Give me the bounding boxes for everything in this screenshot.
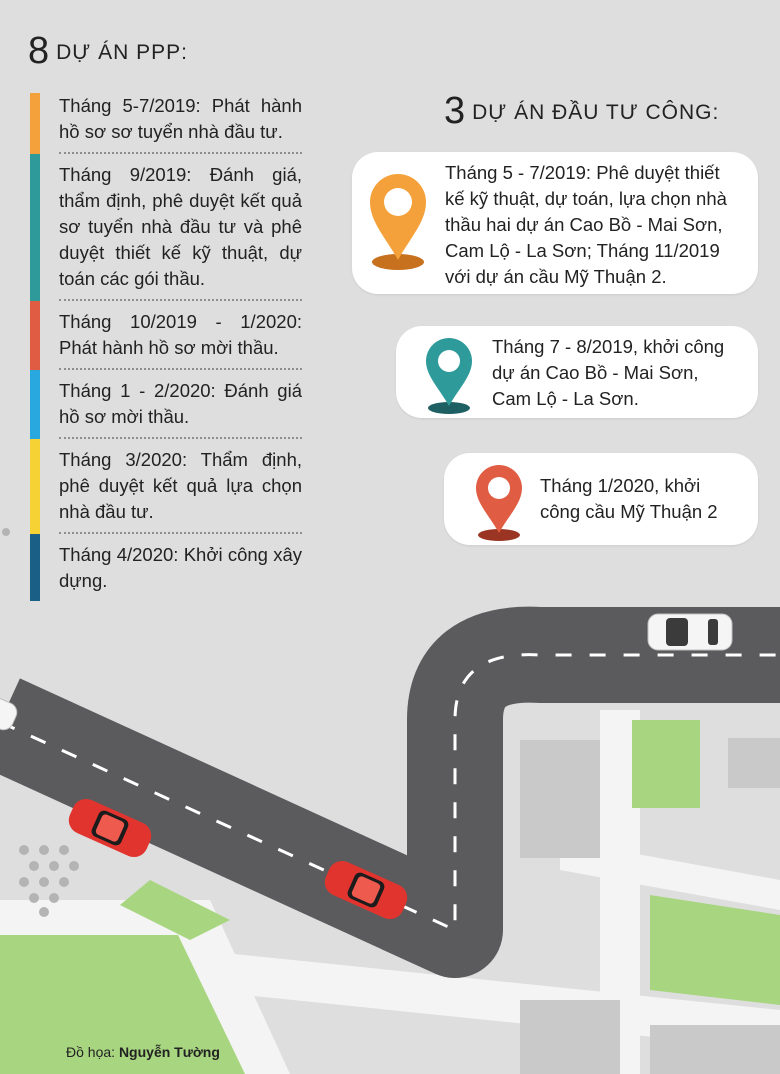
building-block xyxy=(728,738,780,788)
timeline-item-text: Tháng 4/2020: Khởi công xây dựng. xyxy=(59,544,302,591)
timeline-color-bar xyxy=(30,154,40,301)
timeline-item xyxy=(30,439,302,534)
timeline-item xyxy=(30,301,302,370)
map-pin-icon xyxy=(472,463,526,543)
timeline-item-text: Tháng 10/2019 - 1/2020: Phát hành hồ sơ mời thầu. xyxy=(59,301,302,370)
card-line: kế kỹ thuật, dự toán, lựa chọn nhà xyxy=(445,188,727,209)
map-pin-icon xyxy=(366,170,430,272)
card-line: Tháng 7 - 8/2019, khởi công xyxy=(492,336,725,357)
public-project-card xyxy=(352,152,758,294)
card-line: Cam Lộ - La Sơn; Tháng 11/2019 xyxy=(445,240,720,261)
graphics-credit xyxy=(66,1044,220,1060)
ppp-section-title xyxy=(28,30,188,73)
card-text xyxy=(492,334,724,412)
grass-patch xyxy=(632,720,700,808)
card-line: Tháng 5 - 7/2019: Phê duyệt thiết xyxy=(445,162,720,183)
card-line: Cam Lộ - La Sơn. xyxy=(492,388,639,409)
card-text xyxy=(540,473,718,525)
public-count: 3 xyxy=(444,90,467,132)
building-block xyxy=(650,1025,780,1074)
public-project-card xyxy=(396,326,758,418)
timeline-color-bar xyxy=(30,439,40,534)
timeline-color-bar xyxy=(30,301,40,370)
timeline-item xyxy=(30,370,302,439)
timeline-item xyxy=(30,93,302,154)
white-car xyxy=(648,614,732,650)
timeline-color-bar xyxy=(30,370,40,439)
credit-author: Nguyễn Tường xyxy=(118,1044,220,1060)
public-section-title xyxy=(444,90,719,133)
card-line: với dự án cầu Mỹ Thuận 2. xyxy=(445,266,667,287)
ppp-count: 8 xyxy=(28,30,51,72)
timeline-item xyxy=(30,154,302,301)
card-line: công cầu Mỹ Thuận 2 xyxy=(540,501,718,522)
card-line: Tháng 1/2020, khởi xyxy=(540,475,701,496)
ppp-title-text: DỰ ÁN PPP: xyxy=(56,41,188,64)
map-pin-icon xyxy=(422,336,476,416)
timeline-item-text: Tháng 5-7/2019: Phát hành hồ sơ sơ tuyển nhà đầu tư. xyxy=(59,93,302,154)
building-block xyxy=(520,740,600,858)
card-line: thầu hai dự án Cao Bồ - Mai Sơn, xyxy=(445,214,723,235)
public-project-card xyxy=(444,453,758,545)
building-block xyxy=(520,1000,620,1074)
credit-label: Đồ họa: xyxy=(66,1044,116,1060)
public-title-text: DỰ ÁN ĐẦU TƯ CÔNG: xyxy=(472,101,720,124)
timeline-item-text: Tháng 1 - 2/2020: Đánh giá hồ sơ mời thầu. xyxy=(59,370,302,439)
card-text xyxy=(445,160,727,290)
timeline-item xyxy=(30,534,302,601)
timeline-item-text: Tháng 9/2019: Đánh giá, thẩm định, phê duyệt kết quả sơ tuyển nhà đầu tư và phê duyệt thiết kế kỹ thuật, dự toán các gói thầu. xyxy=(59,154,302,301)
timeline-color-bar xyxy=(30,93,40,154)
ppp-timeline xyxy=(30,93,302,601)
card-line: dự án Cao Bồ - Mai Sơn, xyxy=(492,362,699,383)
timeline-item-text: Tháng 3/2020: Thẩm định, phê duyệt kết quả lựa chọn nhà đầu tư. xyxy=(59,439,302,534)
timeline-color-bar xyxy=(30,534,40,601)
